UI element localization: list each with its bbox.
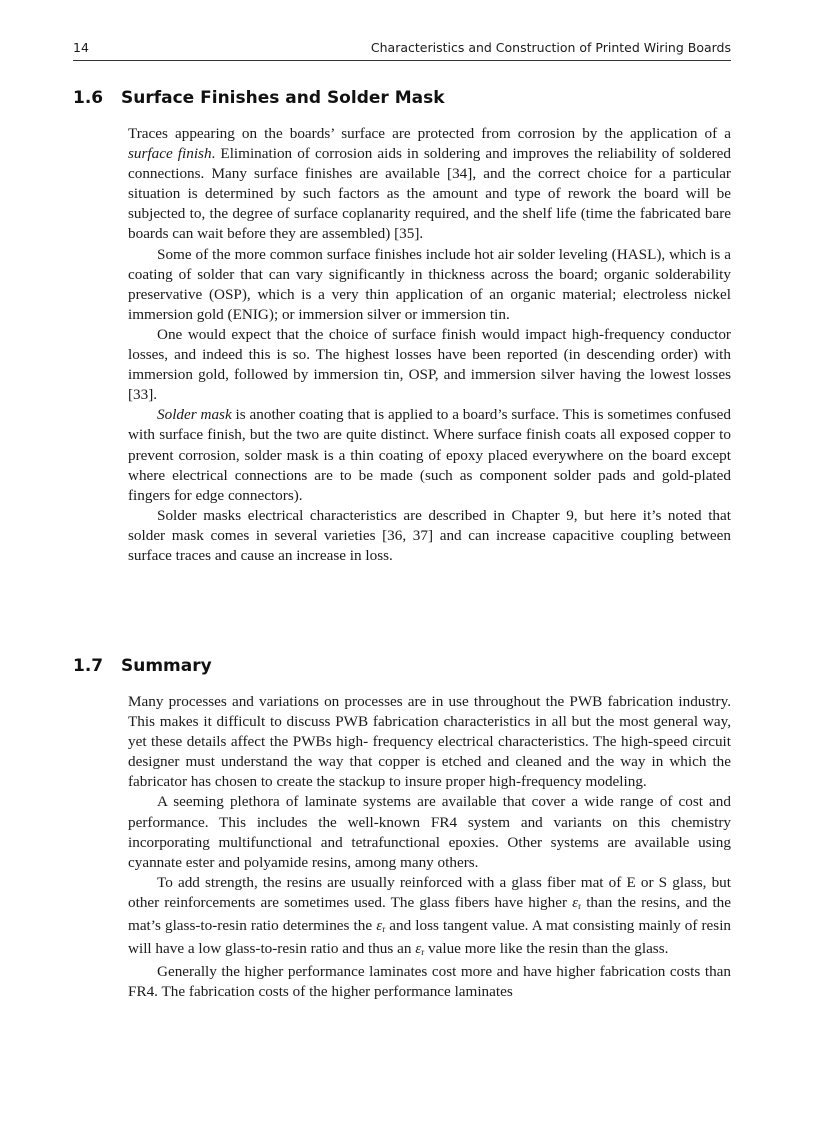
paragraph: Traces appearing on the boards’ surface are protected from corrosion by the application of a surface finish. Elimination of corrosion aids in soldering and improves the reliability of soldered connections. Many surface finishes are available [34], and the correct choice for a particular situation is determined by such factors as the amount and type of rework the board will be subjected to, the degree of surface coplanarity required, and the shelf life (time the fabricated bare boards can wait before they are assembled) [35]. xyxy=(128,125,731,243)
paragraph: Generally the higher performance laminates cost more and have higher fabrication costs than FR4. The fabrication costs of the higher performance laminates xyxy=(128,963,731,1001)
section-title: Summary xyxy=(121,656,212,676)
section-heading-1-6 xyxy=(73,88,445,108)
section-title: Surface Finishes and Solder Mask xyxy=(121,88,445,108)
paragraph: Many processes and variations on processes are in use throughout the PWB fabrication industry. This makes it difficult to discuss PWB fabrication characteristics in all but the most general way, yet these details affect the PWBs high- frequency electrical characteristics. The high-speed circuit designer must understand the way that copper is etched and cleaned and the way in which the fabricator has chosen to create the stackup to insure proper high-frequency modeling. xyxy=(128,693,731,791)
paragraph: Solder masks electrical characteristics are described in Chapter 9, but here it’s noted that solder mask comes in several varieties [36, 37] and can increase capacitive coupling between surface traces and cause an increase in loss. xyxy=(128,506,731,564)
paragraph: Some of the more common surface finishes include hot air solder leveling (HASL), which is a coating of solder that can vary significantly in thickness across the board; organic solderability preservative (OSP), which is a very thin application of an organic material; electroless nickel immersion gold (ENIG); or immersion silver or immersion tin. xyxy=(128,245,731,323)
section-1-7-body xyxy=(128,692,731,1002)
paragraph: One would expect that the choice of surface finish would impact high-frequency conductor losses, and indeed this is so. The highest losses have been reported (in descending order) with immersion gold, followed by immersion tin, OSP, and immersion silver having the lowest losses [33]. xyxy=(128,325,731,404)
paragraph: A seeming plethora of laminate systems are available that cover a wide range of cost and performance. This includes the well-known FR4 system and variants on this chemistry incorporating multifunctional and tetrafunctional epoxies. Other systems are available using cyannate ester and polyamide resins, among many others. xyxy=(128,793,731,871)
paragraph: Solder mask is another coating that is applied to a board’s surface. This is sometimes confused with surface finish, but the two are quite distinct. Where surface finish coats all exposed copper to prevent corrosion, solder mask is a thin coating of epoxy placed everywhere on the board except where electrical connections are to be made (such as component solder pads and gold-plated fingers for edge connectors). xyxy=(128,406,731,504)
running-header xyxy=(73,38,731,61)
paragraph: To add strength, the resins are usually reinforced with a glass fiber mat of E or S glass, but other reinforcements are sometimes used. The glass fibers have higher $\varepsilon_r$ than the resins, and the mat’s glass-to-resin ratio determines the $\varepsilon_r$ and loss tangent value. A mat consisting mainly of resin will have a low glass-to-resin ratio and thus an $\varepsilon_r$ value more like the resin than the glass. xyxy=(128,873,732,958)
running-title: Characteristics and Construction of Printed Wiring Boards xyxy=(370,40,731,55)
section-1-6-body xyxy=(128,124,731,566)
section-heading-1-7 xyxy=(73,656,212,676)
section-number: 1.6 xyxy=(73,88,104,108)
section-number: 1.7 xyxy=(73,656,104,676)
page-number: 14 xyxy=(73,40,89,55)
